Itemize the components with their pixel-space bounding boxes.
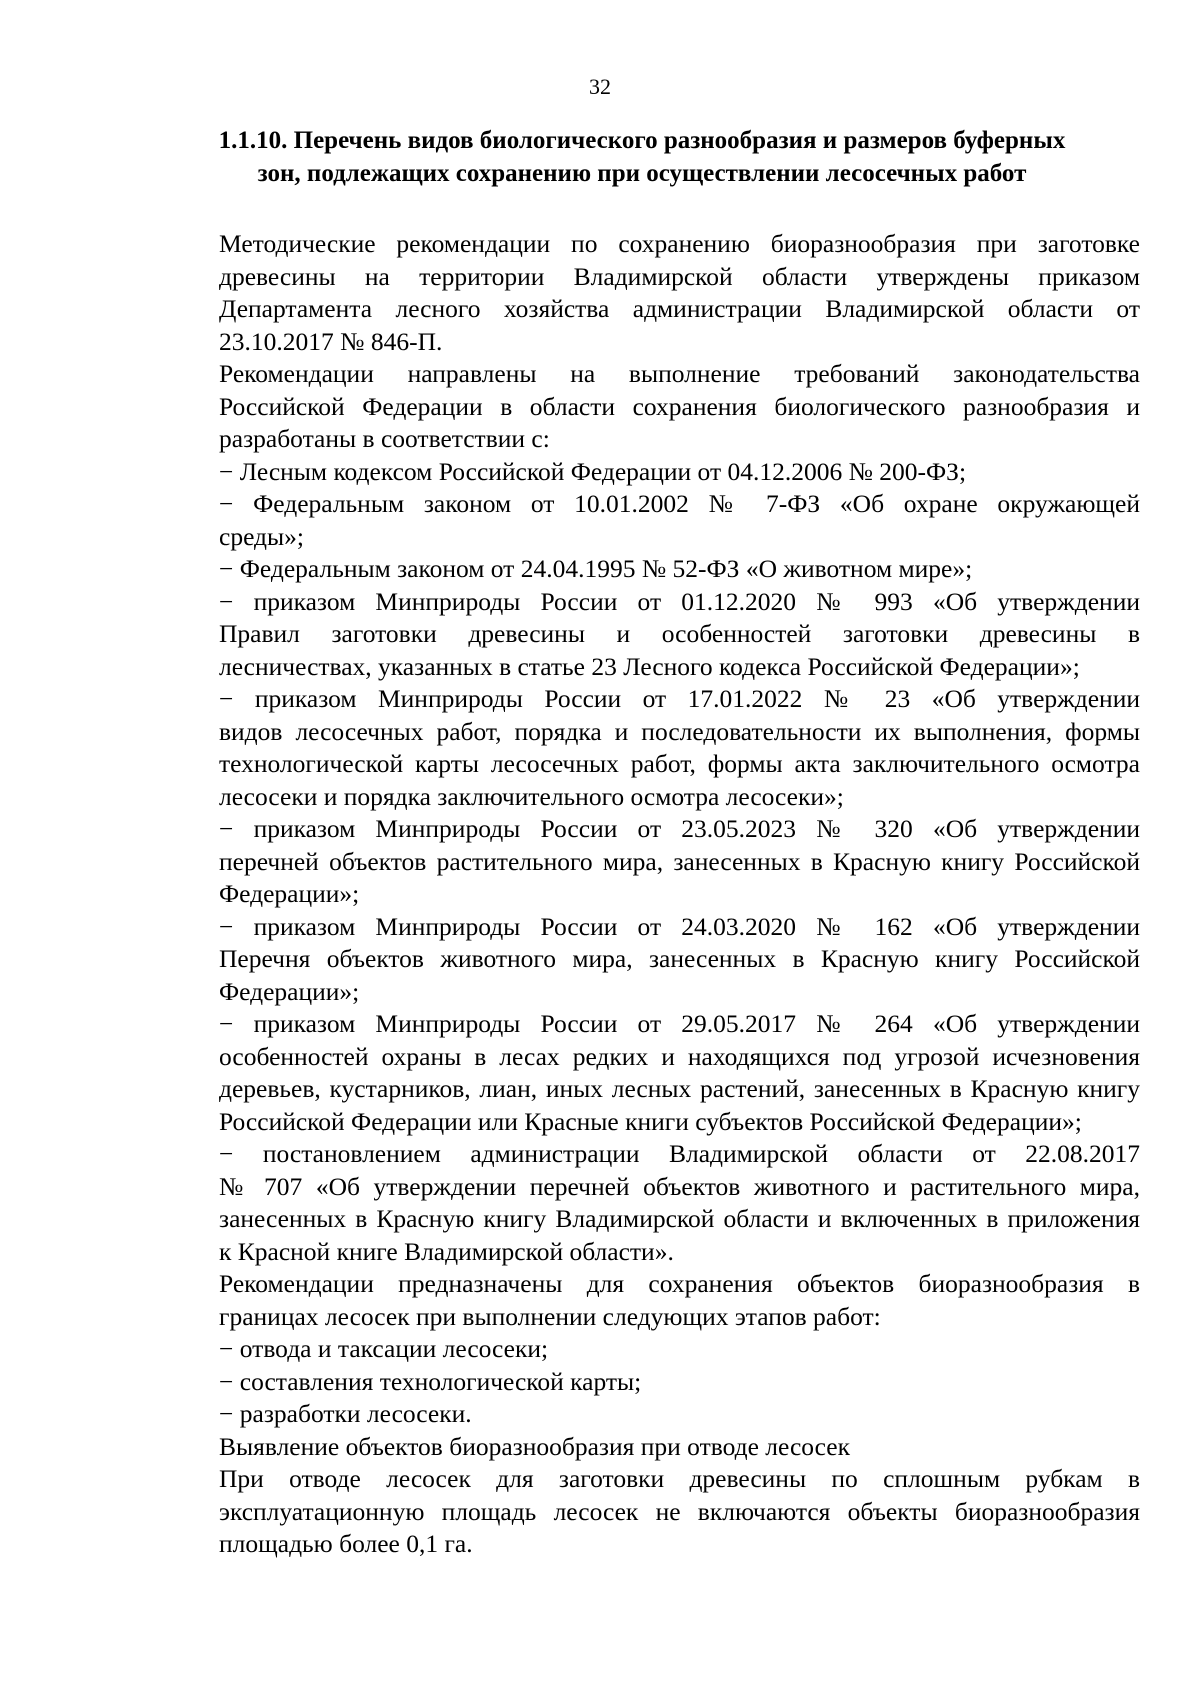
paragraph <box>145 586 1140 684</box>
text-line: − Лесным кодексом Российской Федерации от 04.12.2006 № 200-ФЗ; <box>219 456 967 486</box>
paragraph <box>145 911 1140 1009</box>
text-line: видов лесосечных работ, порядка и последовательности их выполнения, формы <box>219 716 1140 746</box>
text-line: − приказом Минприроды России от 24.03.2020 № 162 «Об утверждении <box>219 911 1140 941</box>
text-line: особенностей охраны в лесах редких и находящихся под угрозой исчезновения <box>219 1041 1140 1071</box>
text-line: − приказом Минприроды России от 29.05.2017 № 264 «Об утверждении <box>219 1009 1140 1038</box>
text-line: Российской Федерации или Красные книги субъектов Российской Федерации»; <box>219 1106 1082 1136</box>
text-line: Выявление объектов биоразнообразия при отводе лесосек <box>219 1431 850 1461</box>
text-line: − отвода и таксации лесосеки; <box>219 1334 549 1363</box>
section-heading <box>146 124 1138 190</box>
text-line: − приказом Минприроды России от 01.12.2020 № 993 «Об утверждении <box>219 586 1140 616</box>
text-line: − приказом Минприроды России от 23.05.2023 № 320 «Об утверждении <box>219 814 1140 843</box>
text-line: площадью более 0,1 га. <box>219 1529 473 1558</box>
text-line: к Красной книге Владимирской области». <box>219 1236 674 1266</box>
text-line: деревьев, кустарников, лиан, иных лесных растений, занесенных в Красную книгу <box>219 1074 1140 1103</box>
paragraph <box>145 1398 1140 1431</box>
paragraph <box>145 1463 1140 1561</box>
text-line: № 707 «Об утверждении перечней объектов животного и растительного мира, <box>219 1171 1140 1201</box>
paragraph <box>145 813 1140 911</box>
section-heading-line-2: зон, подлежащих сохранению при осуществлении лесосечных работ <box>257 160 1027 187</box>
text-line: разработаны в соответствии с: <box>219 424 550 453</box>
text-line: Рекомендации предназначены для сохранения объектов биоразнообразия в <box>219 1269 1140 1298</box>
text-line: − Федеральным законом от 24.04.1995 № 52-ФЗ «О животном мире»; <box>219 554 973 583</box>
text-line: Российской Федерации в области сохранения биологического разнообразия и <box>219 391 1140 421</box>
text-line: 23.10.2017 № 846-П. <box>219 326 443 356</box>
paragraph <box>145 683 1140 813</box>
text-line: технологической карты лесосечных работ, формы акта заключительного осмотра <box>219 749 1140 778</box>
text-line: среды»; <box>219 521 304 551</box>
text-line: древесины на территории Владимирской области утверждены приказом <box>219 261 1140 291</box>
text-line: Департамента лесного хозяйства администрации Владимирской области от <box>219 294 1140 323</box>
text-line: перечней объектов растительного мира, занесенных в Красную книгу Российской <box>219 846 1140 876</box>
paragraph <box>145 456 1140 489</box>
paragraph <box>145 553 1140 586</box>
page-number: 32 <box>589 74 611 99</box>
paragraph <box>145 488 1140 553</box>
text-line: − постановлением администрации Владимирской области от 22.08.2017 <box>219 1139 1140 1168</box>
paragraph <box>145 1268 1140 1333</box>
text-line: Перечня объектов животного мира, занесенных в Красную книгу Российской <box>219 944 1140 973</box>
text-line: Федерации»; <box>219 976 360 1006</box>
paragraph <box>145 1333 1140 1366</box>
paragraph <box>145 1366 1140 1399</box>
text-line: Правил заготовки древесины и особенностей заготовки древесины в <box>219 619 1140 648</box>
paragraph <box>145 358 1140 456</box>
text-line: − Федеральным законом от 10.01.2002 № 7-ФЗ «Об охране окружающей <box>219 489 1140 518</box>
text-line: лесничествах, указанных в статье 23 Лесного кодекса Российской Федерации»; <box>219 651 1080 681</box>
text-line: Методические рекомендации по сохранению биоразнообразия при заготовке <box>219 229 1140 258</box>
document-body <box>145 228 1140 1561</box>
paragraph <box>145 1431 1140 1464</box>
text-line: Рекомендации направлены на выполнение требований законодательства <box>219 359 1140 388</box>
text-line: − составления технологической карты; <box>219 1366 642 1396</box>
paragraph <box>145 228 1140 358</box>
text-line: − приказом Минприроды России от 17.01.2022 № 23 «Об утверждении <box>219 684 1140 713</box>
text-line: границах лесосек при выполнении следующих этапов работ: <box>219 1301 881 1331</box>
text-line: занесенных в Красную книгу Владимирской области и включенных в приложения <box>219 1204 1140 1233</box>
text-line: При отводе лесосек для заготовки древесины по сплошным рубкам в <box>219 1464 1140 1493</box>
text-line: эксплуатационную площадь лесосек не включаются объекты биоразнообразия <box>219 1496 1140 1526</box>
paragraph <box>145 1008 1140 1138</box>
paragraph <box>145 1138 1140 1268</box>
text-line: − разработки лесосеки. <box>219 1399 472 1428</box>
text-line: Федерации»; <box>219 879 360 908</box>
text-line: лесосеки и порядка заключительного осмотра лесосеки»; <box>219 781 844 811</box>
section-heading-line-1: 1.1.10. Перечень видов биологического разнообразия и размеров буферных <box>218 127 1066 154</box>
